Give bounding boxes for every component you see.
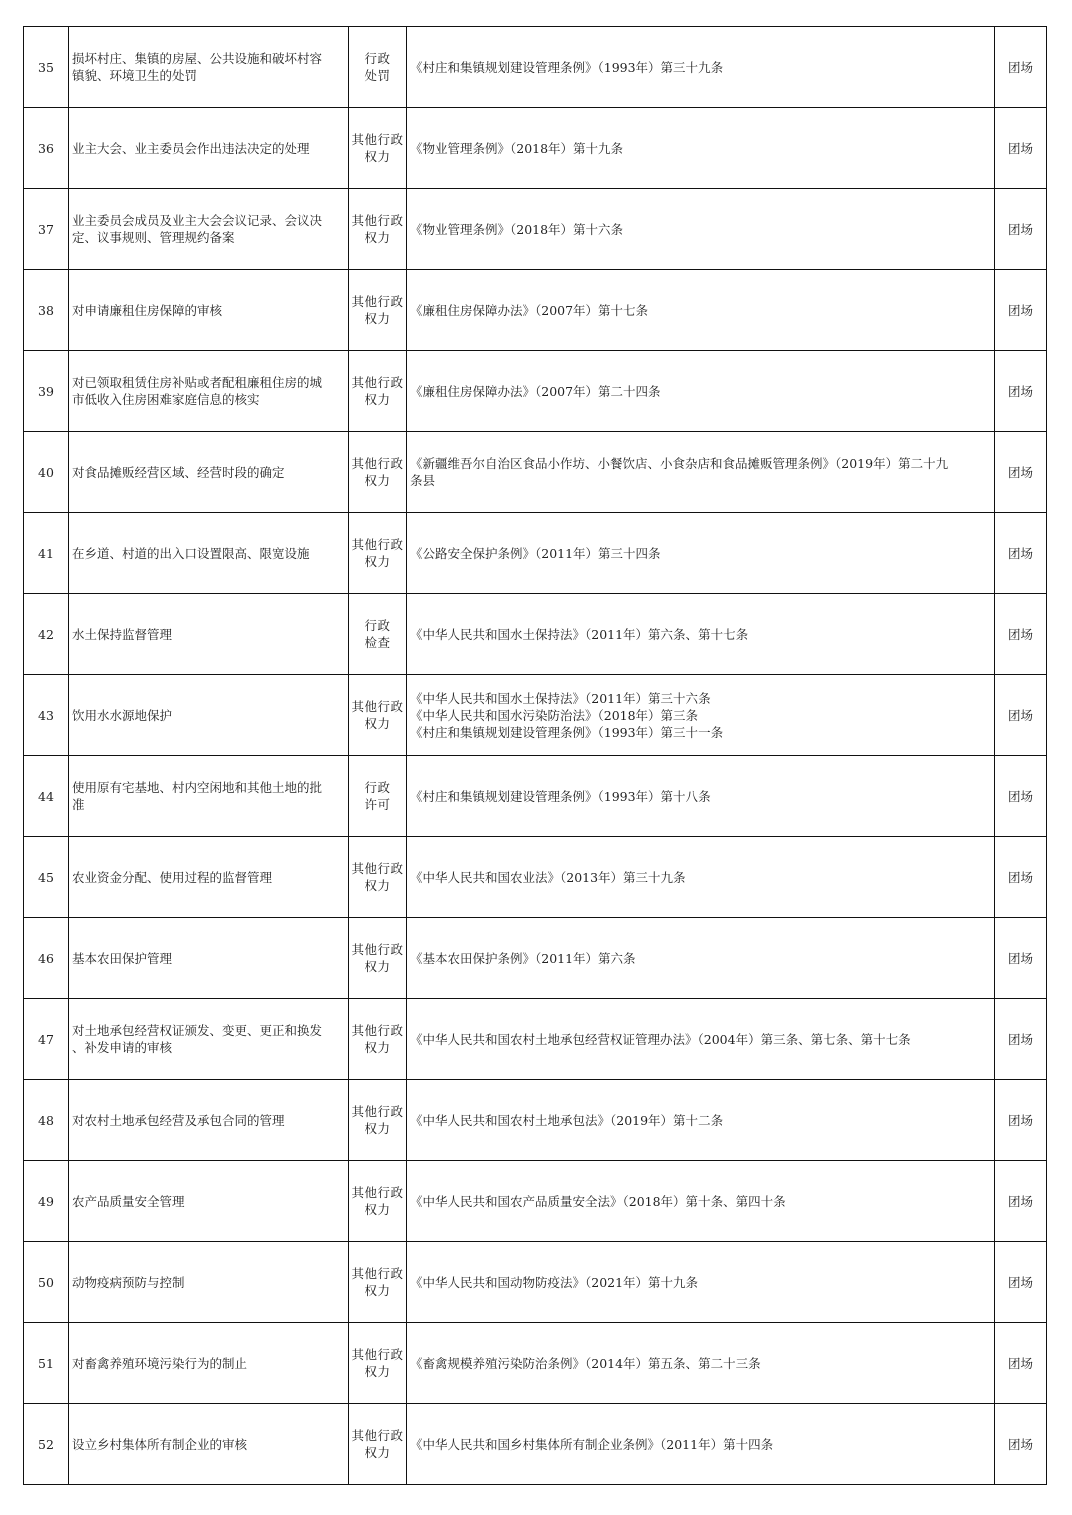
table-row <box>24 1080 1047 1161</box>
power-category-line: 其他行政 <box>351 213 404 228</box>
table-row <box>24 1161 1047 1242</box>
power-category-cell <box>349 999 407 1080</box>
power-item-line: 对已领取租赁住房补贴或者配租廉租住房的城 <box>72 375 323 390</box>
power-category-cell <box>349 1080 407 1161</box>
power-item-cell <box>69 918 349 999</box>
power-category-line: 权力 <box>364 1283 391 1298</box>
legal-basis-line: 《中华人民共和国乡村集体所有制企业条例》（2011年）第十四条 <box>410 1436 774 1452</box>
power-item-line: 农产品质量安全管理 <box>72 1193 185 1209</box>
power-category-line: 权力 <box>364 878 391 893</box>
implementing-body-cell: 团场 <box>995 756 1047 837</box>
implementing-body-cell: 团场 <box>995 837 1047 918</box>
power-item-line: 准 <box>72 797 85 812</box>
power-item-line: 使用原有宅基地、村内空闲地和其他土地的批 <box>72 780 323 795</box>
table-row <box>24 918 1047 999</box>
implementing-body-cell: 团场 <box>995 1404 1047 1485</box>
legal-basis-cell <box>407 837 995 918</box>
legal-basis-cell <box>407 918 995 999</box>
implementing-body-cell: 团场 <box>995 108 1047 189</box>
power-category-line: 行政 <box>364 51 391 66</box>
legal-basis-cell <box>407 513 995 594</box>
implementing-body-cell: 团场 <box>995 513 1047 594</box>
power-category-line: 权力 <box>364 311 391 326</box>
power-category-line: 权力 <box>364 554 391 569</box>
legal-basis-line: 《物业管理条例》（2018年）第十六条 <box>410 221 624 237</box>
power-item-cell <box>69 270 349 351</box>
power-item-cell <box>69 351 349 432</box>
power-item-line: 对农村土地承包经营及承包合同的管理 <box>72 1112 285 1128</box>
power-item-line: 、补发申请的审核 <box>72 1040 173 1055</box>
row-number-cell: 49 <box>24 1161 69 1242</box>
legal-basis-cell <box>407 675 995 756</box>
power-category-cell <box>349 1323 407 1404</box>
power-category-cell <box>349 756 407 837</box>
implementing-body-cell: 团场 <box>995 999 1047 1080</box>
power-category-cell <box>349 1404 407 1485</box>
row-number-cell: 50 <box>24 1242 69 1323</box>
power-item-cell <box>69 756 349 837</box>
legal-basis-cell <box>407 1323 995 1404</box>
legal-basis-cell <box>407 108 995 189</box>
legal-basis-line: 《中华人民共和国农村土地承包法》（2019年）第十二条 <box>410 1112 724 1128</box>
power-category-cell <box>349 432 407 513</box>
row-number-cell: 39 <box>24 351 69 432</box>
legal-basis-line: 《廉租住房保障办法》（2007年）第二十四条 <box>410 383 661 399</box>
power-category-line: 其他行政 <box>351 942 404 957</box>
legal-basis-line: 《中华人民共和国农产品质量安全法》（2018年）第十条、第四十条 <box>410 1193 786 1209</box>
legal-basis-cell <box>407 594 995 675</box>
power-category-line: 其他行政 <box>351 132 404 147</box>
power-category-line: 其他行政 <box>351 1266 404 1281</box>
power-item-line: 水土保持监督管理 <box>72 626 173 642</box>
table-row <box>24 756 1047 837</box>
power-category-cell <box>349 513 407 594</box>
implementing-body-cell: 团场 <box>995 351 1047 432</box>
power-category-line: 权力 <box>364 149 391 164</box>
power-category-line: 其他行政 <box>351 1428 404 1443</box>
row-number-cell: 43 <box>24 675 69 756</box>
row-number-cell: 37 <box>24 189 69 270</box>
legal-basis-line: 《物业管理条例》（2018年）第十九条 <box>410 140 624 156</box>
table-row <box>24 108 1047 189</box>
power-category-cell <box>349 189 407 270</box>
power-item-cell <box>69 1323 349 1404</box>
power-category-cell <box>349 837 407 918</box>
table-row <box>24 837 1047 918</box>
power-category-line: 权力 <box>364 230 391 245</box>
table-row <box>24 999 1047 1080</box>
power-item-line: 市低收入住房困难家庭信息的核实 <box>72 392 260 407</box>
table-row <box>24 1242 1047 1323</box>
table-row <box>24 513 1047 594</box>
table-row <box>24 594 1047 675</box>
power-item-cell <box>69 108 349 189</box>
legal-basis-line: 《新疆维吾尔自治区食品小作坊、小餐饮店、小食杂店和食品摊贩管理条例》（2019年）第二十九 <box>410 456 949 471</box>
power-item-line: 在乡道、村道的出入口设置限高、限宽设施 <box>72 545 310 561</box>
legal-basis-cell <box>407 432 995 513</box>
power-category-line: 其他行政 <box>351 1023 404 1038</box>
power-item-line: 业主委员会成员及业主大会会议记录、会议决 <box>72 213 323 228</box>
power-item-cell <box>69 1080 349 1161</box>
power-category-line: 许可 <box>364 797 391 812</box>
row-number-cell: 42 <box>24 594 69 675</box>
implementing-body-cell: 团场 <box>995 1323 1047 1404</box>
power-item-line: 设立乡村集体所有制企业的审核 <box>72 1436 248 1452</box>
table-row <box>24 675 1047 756</box>
power-category-line: 其他行政 <box>351 1185 404 1200</box>
legal-basis-cell <box>407 1242 995 1323</box>
power-item-cell <box>69 189 349 270</box>
power-item-cell <box>69 1404 349 1485</box>
power-category-line: 权力 <box>364 1121 391 1136</box>
power-item-cell <box>69 675 349 756</box>
power-item-line: 动物疫病预防与控制 <box>72 1274 185 1290</box>
power-category-cell <box>349 108 407 189</box>
power-item-line: 饮用水水源地保护 <box>72 707 173 723</box>
power-item-line: 定、议事规则、管理规约备案 <box>72 230 235 245</box>
row-number-cell: 51 <box>24 1323 69 1404</box>
power-item-line: 对申请廉租住房保障的审核 <box>72 302 223 318</box>
power-category-line: 其他行政 <box>351 294 404 309</box>
row-number-cell: 48 <box>24 1080 69 1161</box>
implementing-body-cell: 团场 <box>995 270 1047 351</box>
power-category-cell <box>349 918 407 999</box>
power-category-line: 权力 <box>364 716 391 731</box>
power-item-line: 基本农田保护管理 <box>72 950 173 966</box>
legal-basis-line: 《村庄和集镇规划建设管理条例》（1993年）第三十一条 <box>410 724 724 740</box>
row-number-cell: 45 <box>24 837 69 918</box>
power-category-line: 处罚 <box>364 68 391 83</box>
power-category-line: 其他行政 <box>351 1347 404 1362</box>
row-number-cell: 38 <box>24 270 69 351</box>
legal-basis-line: 《中华人民共和国水土保持法》（2011年）第三十六条 <box>410 690 711 706</box>
power-category-cell <box>349 675 407 756</box>
table-row <box>24 1404 1047 1485</box>
row-number-cell: 44 <box>24 756 69 837</box>
power-list-table <box>23 26 1047 1485</box>
power-category-line: 其他行政 <box>351 1104 404 1119</box>
legal-basis-line: 《畜禽规模养殖污染防治条例》（2014年）第五条、第二十三条 <box>410 1355 761 1371</box>
legal-basis-cell <box>407 1161 995 1242</box>
row-number-cell: 41 <box>24 513 69 594</box>
power-item-line: 对畜禽养殖环境污染行为的制止 <box>72 1355 248 1371</box>
table-row <box>24 189 1047 270</box>
power-item-line: 镇貌、环境卫生的处罚 <box>72 68 198 83</box>
implementing-body-cell: 团场 <box>995 1080 1047 1161</box>
legal-basis-line: 《廉租住房保障办法》（2007年）第十七条 <box>410 302 649 318</box>
legal-basis-line: 《公路安全保护条例》（2011年）第三十四条 <box>410 545 661 561</box>
power-item-line: 对食品摊贩经营区域、经营时段的确定 <box>72 464 285 480</box>
legal-basis-cell <box>407 999 995 1080</box>
power-item-cell <box>69 27 349 108</box>
power-item-line: 损坏村庄、集镇的房屋、公共设施和破坏村容 <box>72 51 323 66</box>
legal-basis-cell <box>407 189 995 270</box>
power-category-cell <box>349 270 407 351</box>
power-category-line: 行政 <box>364 618 391 633</box>
power-category-line: 其他行政 <box>351 537 404 552</box>
implementing-body-cell: 团场 <box>995 594 1047 675</box>
power-item-cell <box>69 1242 349 1323</box>
implementing-body-cell: 团场 <box>995 675 1047 756</box>
implementing-body-cell: 团场 <box>995 27 1047 108</box>
row-number-cell: 40 <box>24 432 69 513</box>
legal-basis-cell <box>407 270 995 351</box>
table-row <box>24 27 1047 108</box>
legal-basis-line: 《中华人民共和国水污染防治法》（2018年）第三条 <box>410 707 699 723</box>
power-category-cell <box>349 594 407 675</box>
power-category-line: 其他行政 <box>351 861 404 876</box>
legal-basis-line: 《中华人民共和国水土保持法》（2011年）第六条、第十七条 <box>410 626 749 642</box>
power-category-line: 权力 <box>364 959 391 974</box>
table-row <box>24 270 1047 351</box>
power-category-line: 其他行政 <box>351 699 404 714</box>
power-category-cell <box>349 27 407 108</box>
table-row <box>24 432 1047 513</box>
legal-basis-line: 《基本农田保护条例》（2011年）第六条 <box>410 950 636 966</box>
power-category-cell <box>349 1161 407 1242</box>
legal-basis-line: 条县 <box>410 473 436 488</box>
power-category-cell <box>349 1242 407 1323</box>
legal-basis-cell <box>407 756 995 837</box>
power-category-line: 权力 <box>364 1202 391 1217</box>
legal-basis-cell <box>407 27 995 108</box>
row-number-cell: 52 <box>24 1404 69 1485</box>
power-item-line: 农业资金分配、使用过程的监督管理 <box>72 869 273 885</box>
implementing-body-cell: 团场 <box>995 1161 1047 1242</box>
row-number-cell: 46 <box>24 918 69 999</box>
power-category-line: 检查 <box>364 635 391 650</box>
power-category-line: 行政 <box>364 780 391 795</box>
legal-basis-line: 《村庄和集镇规划建设管理条例》（1993年）第三十九条 <box>410 59 724 75</box>
power-category-line: 其他行政 <box>351 375 404 390</box>
implementing-body-cell: 团场 <box>995 918 1047 999</box>
power-category-line: 权力 <box>364 392 391 407</box>
legal-basis-line: 《中华人民共和国农业法》（2013年）第三十九条 <box>410 869 686 885</box>
legal-basis-cell <box>407 351 995 432</box>
legal-basis-cell <box>407 1404 995 1485</box>
row-number-cell: 36 <box>24 108 69 189</box>
power-item-cell <box>69 594 349 675</box>
power-category-line: 权力 <box>364 1364 391 1379</box>
legal-basis-line: 《村庄和集镇规划建设管理条例》（1993年）第十八条 <box>410 788 711 804</box>
power-item-cell <box>69 432 349 513</box>
power-item-cell <box>69 513 349 594</box>
implementing-body-cell: 团场 <box>995 1242 1047 1323</box>
legal-basis-line: 《中华人民共和国动物防疫法》（2021年）第十九条 <box>410 1274 699 1290</box>
table-row <box>24 1323 1047 1404</box>
legal-basis-cell <box>407 1080 995 1161</box>
row-number-cell: 47 <box>24 999 69 1080</box>
power-item-line: 对土地承包经营权证颁发、变更、更正和换发 <box>72 1023 323 1038</box>
power-item-cell <box>69 1161 349 1242</box>
implementing-body-cell: 团场 <box>995 432 1047 513</box>
power-category-line: 其他行政 <box>351 456 404 471</box>
power-item-cell <box>69 999 349 1080</box>
power-category-line: 权力 <box>364 1445 391 1460</box>
power-category-line: 权力 <box>364 473 391 488</box>
implementing-body-cell: 团场 <box>995 189 1047 270</box>
table-row <box>24 351 1047 432</box>
power-item-cell <box>69 837 349 918</box>
row-number-cell: 35 <box>24 27 69 108</box>
power-item-line: 业主大会、业主委员会作出违法决定的处理 <box>72 140 310 156</box>
legal-basis-line: 《中华人民共和国农村土地承包经营权证管理办法》（2004年）第三条、第七条、第十七条 <box>410 1031 911 1047</box>
power-category-cell <box>349 351 407 432</box>
power-category-line: 权力 <box>364 1040 391 1055</box>
table-body <box>24 27 1047 1485</box>
